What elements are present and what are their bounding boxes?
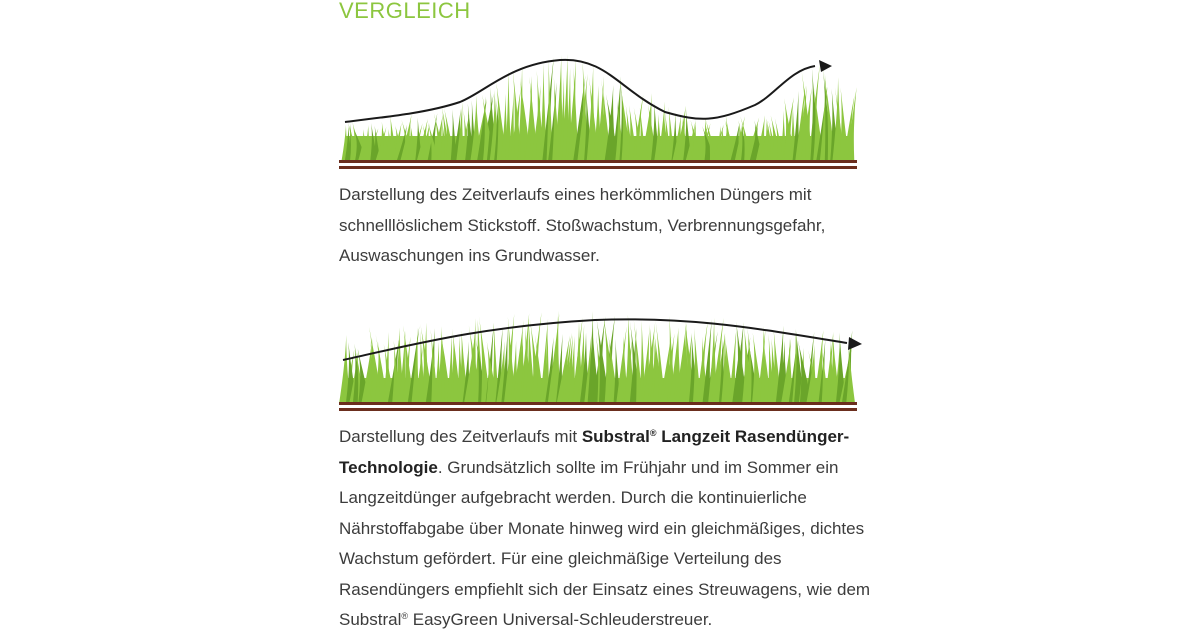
- spreader-name: EasyGreen Universal-Schleuderstreuer.: [408, 610, 713, 629]
- registered-mark: ®: [649, 428, 657, 438]
- grass-growth-curve-icon: [335, 50, 865, 172]
- soil-line-top: [339, 402, 857, 405]
- longterm-description: [339, 422, 879, 636]
- soil-line-top: [339, 160, 857, 163]
- growth-curve-arrowhead: [819, 60, 832, 72]
- product-brand: Substral: [581, 427, 650, 446]
- conventional-description: Darstellung des Zeitverlaufs eines herkömmlichen Düngers mit schnelllöslichem Stickstoff. Stoßwachstum, Verbrennungsgefahr, Auswaschungen ins Grundwasser.: [339, 185, 826, 265]
- grass-blades: [339, 311, 855, 402]
- soil-line-bottom: [339, 408, 857, 411]
- growth-curve: [343, 319, 847, 360]
- soil-line-bottom: [339, 166, 857, 169]
- spreader-registered-mark: ®: [401, 611, 409, 621]
- growth-curve-arrowhead: [848, 337, 862, 350]
- body-text: . Grundsätzlich sollte im Frühjahr und im Sommer ein Langzeitdünger aufgebracht werden. Durch die kontinuierliche Nährstoffabgabe über Monate hinweg wird ein gleichmäßiges, dichtes Wachstum gefördert. Für eine gleichmäßige Verteilung des Rasendüngers empfiehlt sich der Einsatz eines Streuwagens, wie dem: [339, 457, 871, 599]
- intro-text: Darstellung des Zeitverlaufs mit: [339, 427, 582, 446]
- spreader-brand: Substral: [339, 610, 402, 629]
- grass-even-growth-icon: [335, 292, 865, 414]
- section-heading: VERGLEICH: [339, 0, 471, 23]
- grass-blades: [342, 54, 857, 160]
- growth-curve: [345, 60, 815, 122]
- product-title: Langzeit Rasendünger-Technologie: [339, 427, 850, 477]
